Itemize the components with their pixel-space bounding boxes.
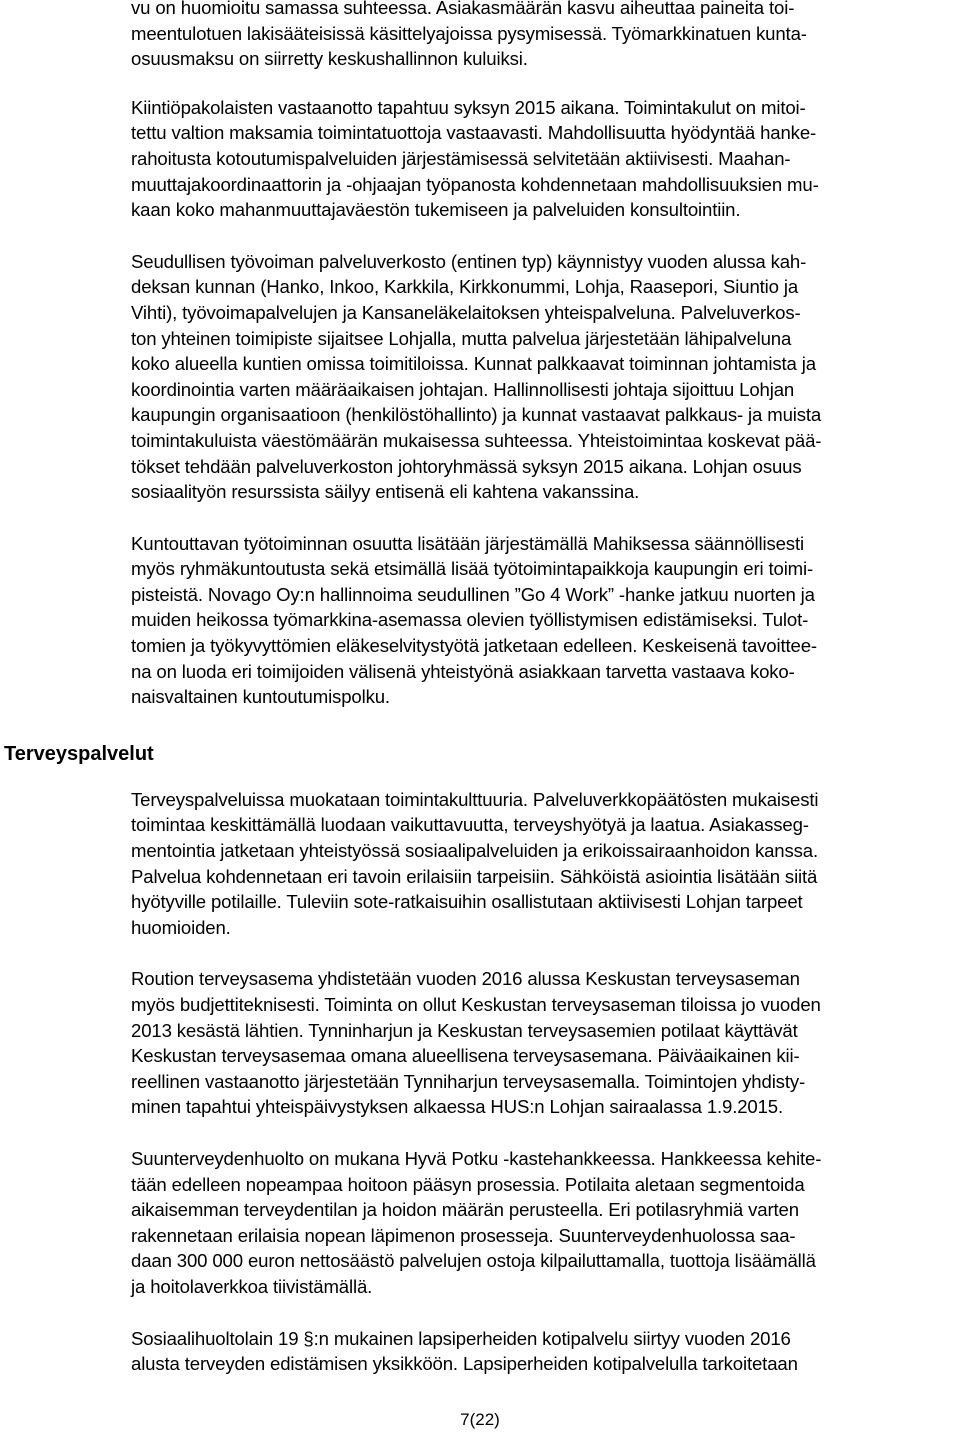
text-line: vu on huomioitu samassa suhteessa. Asiakasmäärän kasvu aiheuttaa paineita toi- — [131, 0, 795, 18]
text-line: tettu valtion maksamia toimintatuottoja vastaavasti. Mahdollisuutta hyödyntää hanke- — [131, 122, 817, 144]
text-line: huomioiden. — [131, 916, 231, 938]
text-line: ton yhteinen toimipiste sijaitsee Lohjalla, mutta palvelua järjestetään lähipalveluna — [131, 327, 792, 349]
text-line: aikaisemman terveydentilan ja hoidon määrän perusteella. Eri potilasryhmiä varten — [131, 1199, 799, 1221]
text-line: kaupungin organisaatioon (henkilöstöhallinto) ja kunnat vastaavat palkkaus- ja muista — [131, 404, 822, 426]
text-line: kaan koko mahanmuuttajaväestön tukemiseen ja palveluiden konsultointiin. — [131, 199, 741, 221]
paragraph-terveyspalvelut-toimintakulttuuri — [131, 787, 953, 941]
text-line: Roution terveysasema yhdistetään vuoden 2016 alussa Keskustan terveysaseman — [131, 968, 800, 990]
paragraph-lapsiperheiden-kotipalvelu — [131, 1326, 953, 1377]
body-text — [131, 0, 953, 1403]
paragraph-toimeentulotuki — [131, 0, 953, 72]
paragraph-suunterveydenhuolto — [131, 1146, 953, 1300]
text-line: sosiaalityön resurssista säilyy entisenä eli kahtena vakanssina. — [131, 481, 640, 503]
text-line: toimintaa keskittämällä luodaan vaikuttavuutta, terveyshyötyä ja laatua. Asiakasseg- — [131, 814, 809, 836]
text-line: naisvaltainen kuntoutumispolku. — [131, 686, 390, 708]
paragraph-tyovoiman-palveluverkosto — [131, 249, 953, 505]
text-line: hyötyville potilaille. Tuleviin sote-ratkaisuihin osallistutaan aktiivisesti Lohjan tarpeet — [131, 891, 803, 913]
text-line: myös budjettiteknisesti. Toiminta on ollut Keskustan terveysaseman tiloissa jo vuoden — [131, 994, 821, 1015]
text-line: myös ryhmäkuntoutusta sekä etsimällä lisää työtoimintapaikkoja kaupungin eri toimi- — [131, 558, 814, 580]
page-number: 7(22) — [460, 1410, 500, 1429]
text-line: muuttajakoordinaattorin ja -ohjaajan työpanosta kohdennetaan mahdollisuuksien mu- — [131, 173, 819, 195]
text-line: na on luoda eri toimijoiden välisenä yhteistyönä asiakkaan tarvetta vastaava koko- — [131, 660, 795, 682]
text-line: 2013 kesästä lähtien. Tynninharjun ja Keskustan terveysasemien potilaat käyttävät — [131, 1019, 798, 1041]
section-heading-terveyspalvelut: Terveyspalvelut — [4, 743, 154, 765]
text-line: daan 300 000 euron nettosäästö palvelujen ostoja kilpailuttamalla, tuottoja lisäämällä — [131, 1250, 816, 1272]
text-line: minen tapahtui yhteispäivystyksen alkaessa HUS:n Lohjan sairaalassa 1.9.2015. — [131, 1096, 784, 1118]
text-line: toimintakuluista väestömäärän mukaisessa suhteessa. Yhteistoimintaa koskevat pää- — [131, 429, 822, 451]
paragraph-kuntouttava-tyotoiminta — [131, 531, 953, 710]
text-line: Kiintiöpakolaisten vastaanotto tapahtuu syksyn 2015 aikana. Toimintakulut on mitoi- — [131, 96, 806, 118]
text-line: pisteistä. Novago Oy:n hallinnoima seudullinen ”Go 4 Work” -hanke jatkuu nuorten ja — [131, 583, 815, 605]
text-line: tökset tehdään palveluverkoston johtoryhmässä syksyn 2015 aikana. Lohjan osuus — [131, 455, 802, 477]
text-line: rakennetaan erilaisia nopean läpimenon prosesseja. Suunterveydenhuolossa saa- — [131, 1224, 796, 1246]
text-line: koordinointia varten määräaikaisen johtajan. Hallinnollisesti johtaja sijoittuu Lohjan — [131, 378, 795, 400]
text-line: Kuntouttavan työtoiminnan osuutta lisätään järjestämällä Mahiksessa säännöllisesti — [131, 532, 804, 554]
text-line: Suunterveydenhuolto on mukana Hyvä Potku -kastehankkeessa. Hankkeessa kehite- — [131, 1147, 822, 1169]
text-line: tomien ja työkyvyttömien eläkeselvitystyötä jatketaan edelleen. Keskeisenä tavoittee- — [131, 635, 817, 657]
text-line: Seudullisen työvoiman palveluverkosto (entinen typ) käynnistyy vuoden alussa kah- — [131, 250, 807, 272]
text-line: muiden heikossa työmarkkina-asemassa olevien työllistymisen edistämiseksi. Tulot- — [131, 609, 809, 631]
text-line: Palvelua kohdennetaan eri tavoin erilaisiin tarpeisiin. Sähköistä asiointia lisätään siitä — [131, 865, 818, 887]
text-line: Sosiaalihuoltolain 19 §:n mukainen lapsiperheiden kotipalvelu siirtyy vuoden 2016 — [131, 1327, 791, 1349]
text-line: tään edelleen nopeampaa hoitoon pääsyn prosessia. Potilaita aletaan segmentoida — [131, 1173, 805, 1195]
text-line: mentointia jatketaan yhteistyössä sosiaalipalveluiden ja erikoissairaanhoidon kanssa. — [131, 840, 818, 862]
text-line: Vihti), työvoimapalvelujen ja Kansaneläkelaitoksen yhteispalveluna. Palveluverkos- — [131, 301, 801, 323]
text-line: rahoitusta kotoutumispalveluiden järjestämisessä selvitetään aktiivisesti. Maahan- — [131, 147, 791, 169]
text-line: deksan kunnan (Hanko, Inkoo, Karkkila, Kirkkonummi, Lohja, Raasepori, Siuntio ja — [131, 276, 799, 298]
text-line: ja hoitolaverkkoa tiivistämällä. — [131, 1275, 373, 1297]
text-line: meentulotuen lakisääteisissä käsittelyajoissa pysymisessä. Työmarkkinatuen kunta- — [131, 22, 807, 44]
paragraph-roution-terveysasema — [131, 966, 953, 1120]
text-line: koko alueella kuntien omissa toimitiloissa. Kunnat palkkaavat toiminnan johtamista ja — [131, 353, 816, 375]
text-line: alusta terveyden edistämisen yksikköön. Lapsiperheiden kotipalvelulla tarkoitetaan — [131, 1353, 798, 1375]
text-line: Terveyspalveluissa muokataan toimintakulttuuria. Palveluverkkopäätösten mukaisesti — [131, 788, 819, 810]
paragraph-kiintiopakolaiset — [131, 95, 953, 223]
text-line: reellinen vastaanotto järjestetään Tynniharjun terveysasemalla. Toimintojen yhdisty- — [131, 1070, 806, 1092]
text-line: Keskustan terveysasemaa omana alueellisena terveysasemana. Päiväaikainen kii- — [131, 1045, 800, 1067]
text-line: osuusmaksu on siirretty keskushallinnon kuluiksi. — [131, 48, 528, 70]
